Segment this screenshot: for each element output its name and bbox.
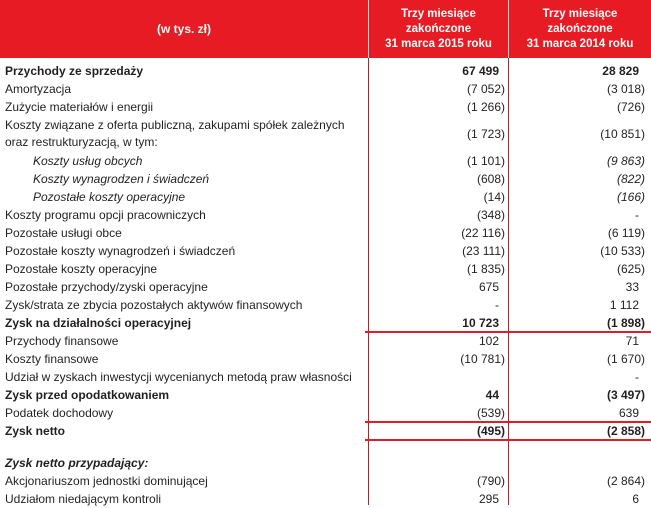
row-value: (625) (616, 262, 645, 276)
row-value: - (495, 298, 499, 312)
row-value: (22 116) (461, 226, 505, 240)
row-value: (1 835) (466, 262, 505, 276)
row-value: (3 018) (606, 82, 645, 96)
column-header-2015-line3: 31 marca 2015 roku (385, 37, 492, 50)
table-row (0, 188, 651, 206)
table-row (0, 278, 651, 296)
column-header-2014 (508, 0, 651, 58)
row-label: Udziałom niedającym kontroli (5, 492, 162, 506)
row-label: Przychody finansowe (5, 334, 119, 348)
table-row (0, 206, 651, 224)
row-label: Zysk przed opodatkowaniem (5, 388, 170, 402)
row-label: Pozostałe przychody/zyski operacyjne (5, 280, 208, 294)
row-value: (3 497) (606, 388, 645, 402)
row-label: Akcjonariuszom jednostki dominującej (5, 474, 208, 488)
row-value: (10 781) (460, 352, 505, 366)
table-row (0, 472, 651, 490)
row-value: - (635, 208, 639, 222)
table-row (0, 422, 651, 440)
row-value: (23 111) (462, 244, 505, 258)
row-value (368, 454, 508, 472)
row-value: (1 670) (606, 352, 645, 366)
row-label: Amortyzacja (5, 82, 72, 96)
table-row (0, 350, 651, 368)
row-label: Zysk/strata ze zbycia pozostałych aktywów finansowych (5, 298, 303, 312)
row-value: (6 119) (607, 226, 645, 240)
table-row (0, 490, 651, 508)
row-label: Koszty związane z oferta publiczną, zakupami spółek zależnych oraz restrukturyzacją, w tym: (5, 118, 345, 149)
unit-label: (w tys. zł) (156, 22, 211, 36)
row-label: Pozostałe usługi obce (5, 226, 122, 240)
row-label: Pozostałe koszty wynagrodzeń i świadczeń (5, 244, 236, 258)
row-value: (495) (476, 424, 505, 438)
row-value: (9 863) (606, 154, 645, 168)
column-header-2014-line2: zakończone (547, 22, 613, 35)
table-row (0, 386, 651, 404)
table-body (0, 58, 651, 508)
row-label: Podatek dochodowy (5, 406, 114, 420)
row-value: 675 (478, 280, 499, 294)
row-label: Zysk netto (5, 424, 66, 438)
row-value: 33 (625, 280, 639, 294)
row-value: 67 499 (462, 64, 499, 78)
row-value: (539) (476, 406, 505, 420)
row-value: 295 (478, 492, 499, 506)
row-value: 639 (618, 406, 639, 420)
table-row (0, 368, 651, 386)
column-header-2015-line2: zakończone (405, 22, 472, 35)
table-row (0, 80, 651, 98)
row-value: (14) (483, 190, 505, 204)
table-row (0, 314, 651, 332)
column-header-2015 (368, 0, 508, 58)
row-label: Koszty finansowe (5, 352, 99, 366)
row-value: (348) (476, 208, 505, 222)
row-value: (7 052) (466, 82, 505, 96)
table-row (0, 152, 651, 170)
table-row (0, 62, 651, 80)
row-value: (608) (476, 172, 505, 186)
row-label: Przychody ze sprzedaży (5, 64, 144, 78)
row-value: (1 898) (606, 316, 645, 330)
row-value: 44 (485, 388, 499, 402)
table-row (0, 260, 651, 278)
row-label: Koszty wynagrodzen i świadczeń (33, 172, 210, 186)
row-value: (1 723) (466, 127, 505, 141)
table-row (0, 242, 651, 260)
row-label: Zużycie materiałów i energii (5, 100, 154, 114)
row-label: Pozostałe koszty operacyjne (5, 262, 158, 276)
row-value: 1 112 (609, 298, 639, 312)
table-row (0, 116, 651, 152)
table-row (0, 224, 651, 242)
row-value (368, 368, 508, 386)
row-value: 28 829 (602, 64, 639, 78)
row-value: - (635, 370, 639, 384)
row-value: (726) (616, 100, 645, 114)
table-header (0, 0, 651, 58)
column-header-2014-line1: Trzy miesiące (542, 7, 618, 20)
table-row (0, 296, 651, 314)
table-row (0, 404, 651, 422)
row-value: 10 723 (462, 316, 499, 330)
column-divider-left (368, 58, 369, 505)
table-row (0, 98, 651, 116)
table-row (0, 332, 651, 350)
row-label: Zysk netto przypadający: (5, 456, 149, 470)
row-value: (1 266) (466, 100, 505, 114)
row-value: (822) (616, 172, 645, 186)
row-label: Zysk na działalności operacyjnej (5, 316, 192, 330)
row-label: Udział w zyskach inwestycji wycenianych metodą praw własności (5, 370, 352, 384)
row-value: 102 (478, 334, 499, 348)
table-row (0, 170, 651, 188)
table-row (0, 454, 651, 472)
row-value: (2 864) (606, 474, 645, 488)
row-value: 71 (625, 334, 639, 348)
row-value: 6 (632, 492, 639, 506)
column-header-2015-line1: Trzy miesiące (401, 7, 476, 20)
row-label: Koszty programu opcji pracowniczych (5, 208, 206, 222)
row-value: (10 851) (600, 127, 645, 141)
row-label: Pozostałe koszty operacyjne (33, 190, 186, 204)
column-divider-right (508, 58, 509, 505)
row-value: (790) (476, 474, 505, 488)
row-value: (2 858) (606, 424, 645, 438)
row-label: Koszty usług obcych (33, 154, 143, 168)
row-value (508, 454, 651, 472)
row-value: (166) (616, 190, 645, 204)
row-value: (1 101) (466, 154, 505, 168)
column-header-2014-line3: 31 marca 2014 roku (526, 37, 634, 50)
row-value: (10 533) (600, 244, 645, 258)
